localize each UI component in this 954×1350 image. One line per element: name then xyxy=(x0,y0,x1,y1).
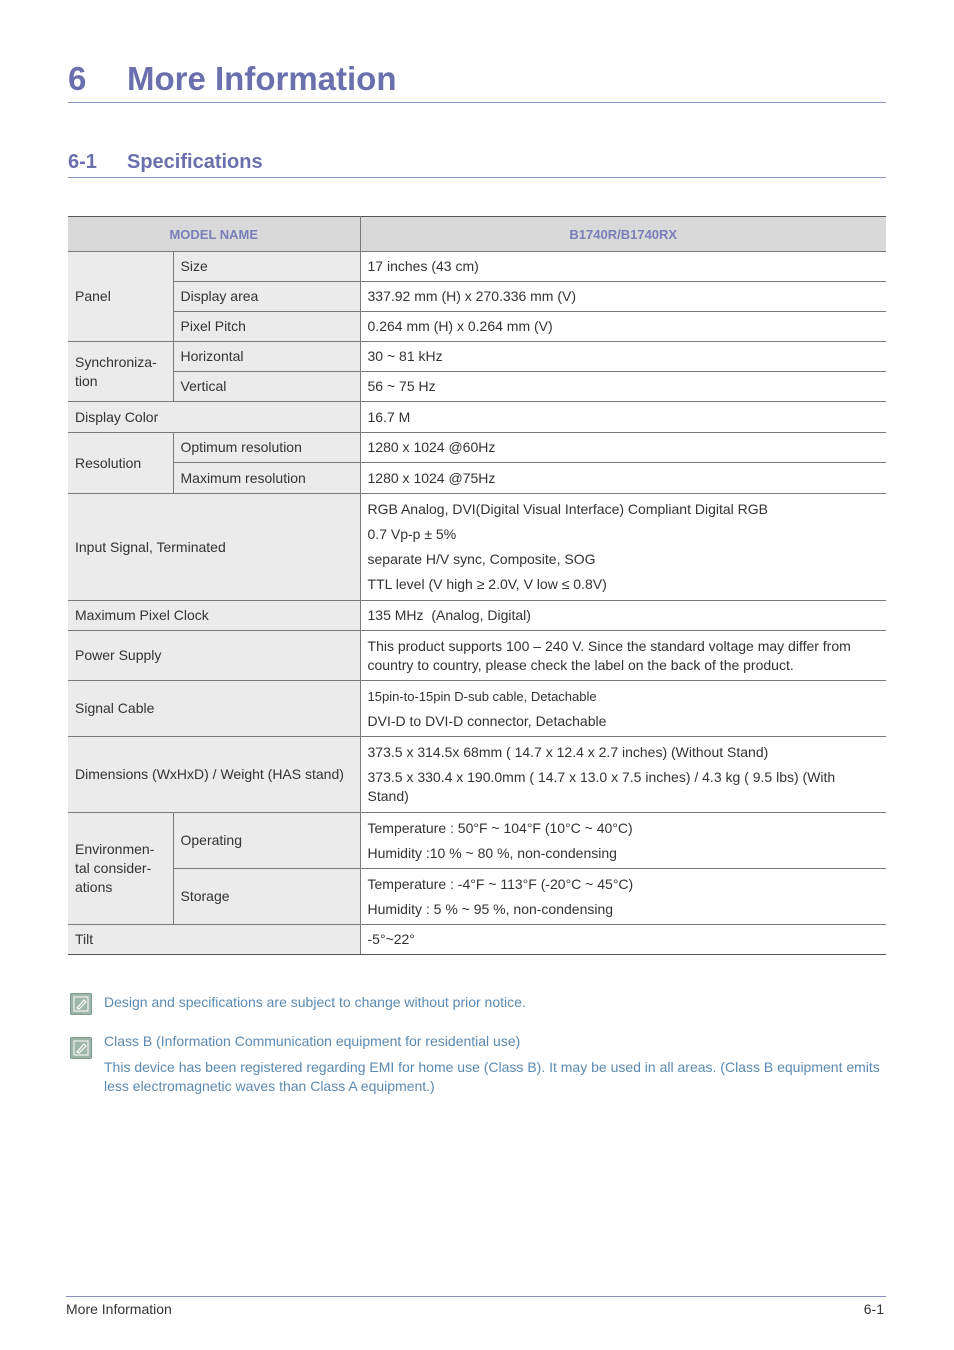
note-line: This device has been registered regarding EMI for home use (Class B). It may be used in all areas. (Class B equipment emits less electromagnetic waves than Class A equipment.) xyxy=(104,1059,880,1094)
dimensions-label: Dimensions (WxHxD) / Weight (HAS stand) xyxy=(68,737,360,813)
tilt-label: Tilt xyxy=(68,925,360,955)
sync-label-line: tion xyxy=(75,372,98,389)
footer-title: More Information xyxy=(66,1301,172,1317)
display-color-value: 16.7 M xyxy=(360,402,886,433)
input-signal-line: 0.7 Vp-p ± 5% xyxy=(367,526,457,542)
maximum-resolution-label: Maximum resolution xyxy=(173,463,360,494)
display-area-label: Display area xyxy=(173,282,360,312)
dimensions-value xyxy=(360,737,886,813)
table-row xyxy=(68,681,886,737)
note-text xyxy=(104,1032,884,1096)
sync-label-line: Synchroniza- xyxy=(75,353,157,370)
input-signal-line: separate H/V sync, Composite, SOG xyxy=(367,551,596,567)
table-row xyxy=(68,631,886,681)
max-pixel-clock-label: Maximum Pixel Clock xyxy=(68,601,360,631)
power-supply-label: Power Supply xyxy=(68,631,360,681)
vertical-label: Vertical xyxy=(173,372,360,402)
signal-cable-line: 15pin-to-15pin D-sub cable, Detachable xyxy=(367,688,597,704)
table-row xyxy=(68,813,886,869)
table-row xyxy=(68,737,886,813)
table-row xyxy=(68,433,886,463)
note-class-b xyxy=(68,1032,886,1102)
vertical-value: 56 ~ 75 Hz xyxy=(360,372,886,402)
model-name-header: MODEL NAME xyxy=(68,217,360,252)
signal-cable-line: DVI-D to DVI-D connector, Detachable xyxy=(367,712,607,729)
storage-value xyxy=(360,869,886,925)
note-pencil-icon xyxy=(70,993,92,1015)
dimensions-line: 373.5 x 330.4 x 190.0mm ( 14.7 x 13.0 x 7.5 inches) / 4.3 kg ( 9.5 lbs) (With Stand) xyxy=(367,769,836,804)
table-row xyxy=(68,372,886,402)
note-line: Class B (Information Communication equipment for residential use) xyxy=(104,1033,521,1049)
table-row xyxy=(68,312,886,342)
storage-line: Temperature : -4°F ~ 113°F (-20°C ~ 45°C) xyxy=(367,875,634,892)
input-signal-line: TTL level (V high ≥ 2.0V, V low ≤ 0.8V) xyxy=(367,576,607,592)
table-row xyxy=(68,463,886,494)
horizontal-label: Horizontal xyxy=(173,342,360,372)
power-supply-value: This product supports 100 – 240 V. Since the standard voltage may differ from country to country, please check the label on the back of the product. xyxy=(360,631,886,681)
environment-label-line: Environmen- xyxy=(75,841,155,857)
dimensions-line: 373.5 x 314.5x 68mm ( 14.7 x 12.4 x 2.7 inches) (Without Stand) xyxy=(367,744,769,760)
horizontal-value: 30 ~ 81 kHz xyxy=(360,342,886,372)
table-row xyxy=(68,252,886,282)
optimum-resolution-label: Optimum resolution xyxy=(173,433,360,463)
display-area-value: 337.92 mm (H) x 270.336 mm (V) xyxy=(360,282,886,312)
specifications-table xyxy=(68,216,886,955)
page-number: 6-1 xyxy=(863,1301,884,1317)
table-row xyxy=(68,402,886,433)
page-footer xyxy=(66,1296,886,1317)
operating-label: Operating xyxy=(173,813,360,869)
table-row xyxy=(68,342,886,372)
chapter-number: 6 xyxy=(68,60,87,97)
table-header-row xyxy=(68,217,886,252)
size-label: Size xyxy=(173,252,360,282)
size-value: 17 inches (43 cm) xyxy=(360,252,886,282)
table-row xyxy=(68,282,886,312)
note-pencil-icon xyxy=(70,1037,92,1059)
table-row xyxy=(68,601,886,631)
operating-value xyxy=(360,813,886,869)
display-color-label: Display Color xyxy=(68,402,360,433)
table-row xyxy=(68,869,886,925)
section-number: 6-1 xyxy=(68,151,97,173)
pixel-pitch-value: 0.264 mm (H) x 0.264 mm (V) xyxy=(360,312,886,342)
resolution-label: Resolution xyxy=(68,433,173,494)
operating-line: Humidity :10 % ~ 80 %, non-condensing xyxy=(367,844,617,861)
table-row xyxy=(68,494,886,601)
environment-label xyxy=(68,813,173,925)
pixel-pitch-label: Pixel Pitch xyxy=(173,312,360,342)
panel-label: Panel xyxy=(68,252,173,342)
input-signal-value xyxy=(360,494,886,601)
chapter-heading xyxy=(68,58,886,103)
operating-line: Temperature : 50°F ~ 104°F (10°C ~ 40°C) xyxy=(367,819,633,836)
maximum-resolution-value: 1280 x 1024 @75Hz xyxy=(360,463,886,494)
chapter-title: More Information xyxy=(127,60,397,97)
storage-label: Storage xyxy=(173,869,360,925)
environment-label-line: ations xyxy=(75,879,113,895)
input-signal-label: Input Signal, Terminated xyxy=(68,494,360,601)
signal-cable-value xyxy=(360,681,886,737)
sync-label xyxy=(68,342,173,402)
tilt-value: -5°~22° xyxy=(360,925,886,955)
note-text xyxy=(104,993,884,1012)
model-value-header: B1740R/B1740RX xyxy=(360,217,886,252)
signal-cable-label: Signal Cable xyxy=(68,681,360,737)
note-design-change xyxy=(68,993,886,1019)
max-pixel-clock-value: 135 MHz (Analog, Digital) xyxy=(360,601,886,631)
section-heading xyxy=(68,148,886,178)
table-row xyxy=(68,925,886,955)
note-line: Design and specifications are subject to change without prior notice. xyxy=(104,994,526,1010)
storage-line: Humidity : 5 % ~ 95 %, non-condensing xyxy=(367,900,614,917)
environment-label-line: tal consider- xyxy=(75,860,152,876)
input-signal-line: RGB Analog, DVI(Digital Visual Interface) Compliant Digital RGB xyxy=(367,501,768,517)
optimum-resolution-value: 1280 x 1024 @60Hz xyxy=(360,433,886,463)
section-title: Specifications xyxy=(127,151,263,173)
